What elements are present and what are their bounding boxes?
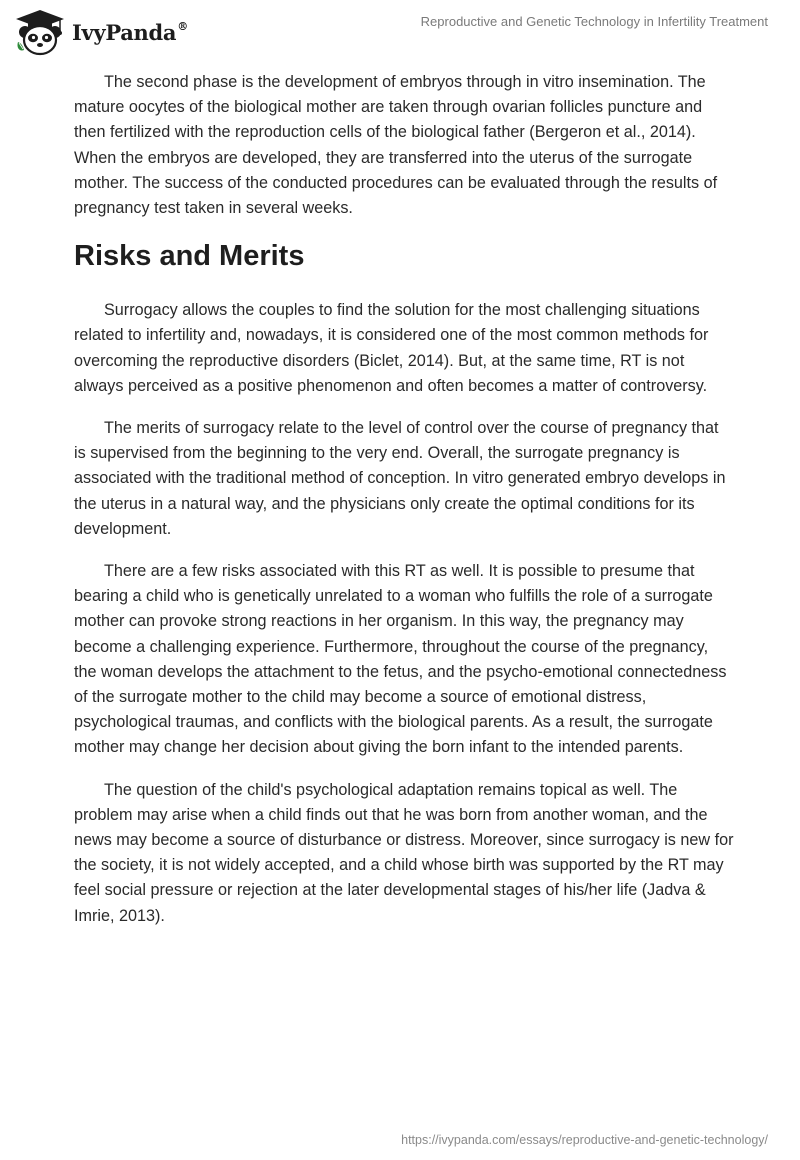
paragraph-risks: There are a few risks associated with this RT as well. It is possible to presume that bearing a child who is genetically unrelated to a woman who fulfills the role of a surrogate mother can provoke strong reactions in her organism. In this way, the pregnancy may become a challenging experience. Furthermore, throughout the course of the pregnancy, the woman develops the attachment to the fetus, and the psycho-emotional connectedness of the surrogate mother to the child may become a source of emotional distress, psychological traumas, and conflicts with the biological parents. As a result, the surrogate mother may change her decision about giving the born infant to the intended parents. — [74, 562, 727, 757]
page-header — [0, 0, 800, 60]
document-title: Reproductive and Genetic Technology in Infertility Treatment — [420, 14, 768, 29]
paragraph-merits: The merits of surrogacy relate to the level of control over the course of pregnancy that is supervised from the beginning to the very end. Overall, the surrogate pregnancy is associated with the traditional method of conception. In vitro generated embryo develops in the uterus in a natural way, and the physicians only create the optimal conditions for its development. — [74, 419, 726, 538]
ivypanda-logo[interactable] — [14, 8, 188, 56]
section-heading-risks-merits: Risks and Merits — [74, 240, 305, 273]
registered-mark: ® — [177, 19, 188, 33]
paragraph-embryo-development: The second phase is the development of embryos through in vitro insemination. The mature oocytes of the biological mother are taken through ovarian follicles puncture and then fertilized with the reproduction cells of the biological father (Bergeron et al., 2014). When the embryos are developed, they are transferred into the uterus of the surrogate mother. The success of the conducted procedures can be evaluated through the results of pregnancy test taken in several weeks. — [74, 73, 718, 218]
paragraph-surrogacy-solution: Surrogacy allows the couples to find the solution for the most challenging situations related to infertility and, nowadays, it is considered one of the most common methods for overcoming the reproductive disorders (Biclet, 2014). But, at the same time, RT is not always perceived as a positive phenomenon and often becomes a matter of controversy. — [74, 301, 709, 395]
panda-graduate-icon — [14, 8, 66, 56]
paragraph-child-adaptation: The question of the child's psychological adaptation remains topical as well. The problem may arise when a child finds out that he was born from another woman, and the news may become a source of disturbance or distress. Moreover, since surrogacy is new for the society, it is not widely accepted, and a child whose birth was supported by the RT may feel social pressure or rejection at the later developmental stages of his/her life (Jadva & Imrie, 2013). — [74, 780, 734, 925]
logo-wordmark: IvyPanda® — [72, 19, 188, 45]
source-url[interactable]: https://ivypanda.com/essays/reproductive-and-genetic-technology/ — [401, 1133, 768, 1147]
essay-body — [74, 70, 734, 946]
